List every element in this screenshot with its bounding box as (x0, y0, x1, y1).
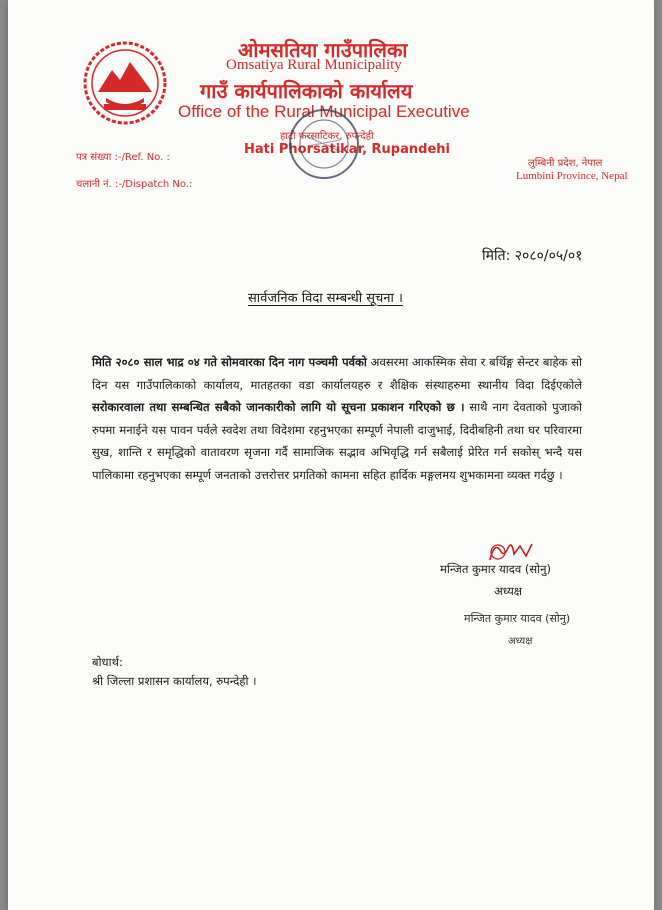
title-stamp: अध्यक्ष (508, 636, 533, 647)
body-bold-2: सरोकारवाला तथा सम्बन्धित सबैको जानकारीको लागि यो सूचना प्रकाशन गरिएको छ । (92, 400, 465, 414)
body-bold-1: मिति २०८० साल भाद्र ०४ गते सोमवारका दिन नाग पञ्चमी पर्वको (92, 355, 367, 369)
municipality-logo-icon (82, 40, 168, 126)
name-stamp: मन्जित कुमार यादव (सोनु) (464, 612, 571, 625)
letter-body (92, 351, 582, 486)
ref-no-label: पत्र संख्या :-/Ref. No. : (76, 152, 170, 163)
municipality-name-np: ओमसतिया गाउँपालिका (238, 38, 408, 62)
province-en: Lumbini Province, Nepal (516, 170, 628, 182)
office-seal-stamp (270, 106, 378, 182)
dispatch-no-label: चलानी नं. :-/Dispatch No.: (76, 179, 193, 190)
signatory-title: अध्यक्ष (494, 584, 523, 598)
letter-subject: सार्वजनिक विदा सम्बन्धी सूचना । (248, 291, 403, 306)
address-en: Hati Phorsatikar, Rupandehi (244, 142, 450, 157)
body-text-2: साथै नाग देवताको पुजाको रुपमा मनाईने यस पावन पर्वले स्वदेश तथा विदेशमा रहनुभएका सम्पूर्ण नेपाली दाजुभाई, दिदीबहिनी तथा घर परिवारमा सुख, शान्ति र समृद्धिको वातावरण सृजना गर्दै सामाजिक सद्भाव अभिवृद्धि गर्न सबैलाई प्रेरित गर्न सकोस् भन्दै यस पालिकामा रहनुभएका सम्पूर्ण जनताको उत्तरोत्तर प्रगतिको कामना सहित हार्दिक मङ्गलमय शुभकामना व्यक्त गर्दछु । (92, 400, 582, 482)
letter-page (8, 0, 654, 910)
office-name-np: गाउँ कार्यपालिकाको कार्यालय (200, 79, 413, 103)
cc-label: बोधार्थ: (92, 655, 123, 669)
letter-date: मिति: २०८०/०५/०१ (482, 248, 583, 264)
address-np: हाटी फरसाटिकर, रुपन्देही (280, 131, 374, 142)
office-name-en: Office of the Rural Municipal Executive (178, 102, 470, 121)
signatory-name: मन्जित कुमार यादव (सोनु) (440, 562, 551, 576)
body-text-1: अवसरमा आकस्मिक सेवा र बर्थिङ्ग सेन्टर बाहेक सो दिन यस गाउँपालिकाको कार्यालय, मातहतका वडा कार्यालयहरु र शैक्षिक संस्थाहरुमा स्थानीय विदा दिईएकोले (92, 355, 582, 392)
cc-recipient: श्री जिल्ला प्रशासन कार्यालय, रुपन्देही । (92, 674, 257, 688)
municipality-name-en: Omsatiya Rural Municipality (226, 57, 402, 73)
province-np: लुम्बिनी प्रदेश, नेपाल (528, 158, 603, 169)
